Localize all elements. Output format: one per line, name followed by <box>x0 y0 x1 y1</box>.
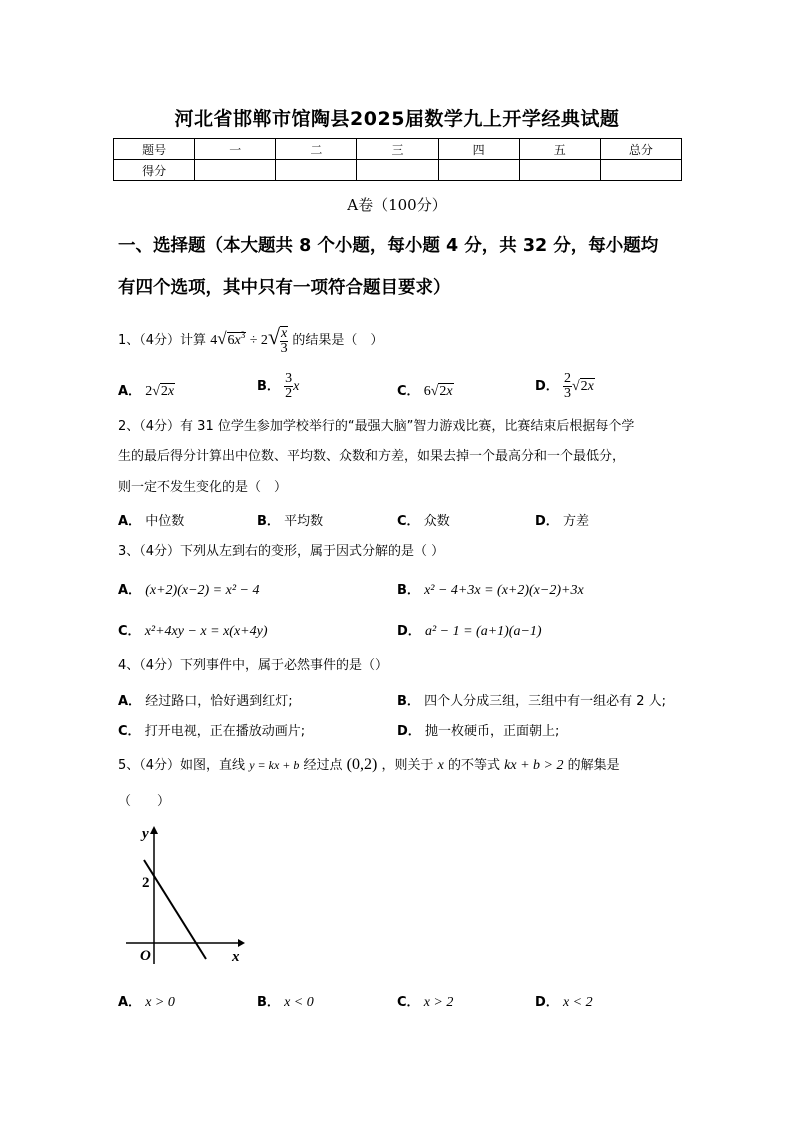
question-1-prefix: 1、（4分）计算 <box>118 333 207 349</box>
q5-option-a[interactable]: A． x > 0 <box>118 995 175 1010</box>
score-cell[interactable] <box>600 160 681 181</box>
score-cell[interactable] <box>195 160 276 181</box>
q1-option-c[interactable]: C． 6√2x <box>397 384 453 399</box>
q4-option-a[interactable]: A． 经过路口，恰好遇到红灯; <box>118 694 293 709</box>
q3-option-c[interactable]: C． x²+4xy − x = x(x+4y) <box>118 624 268 639</box>
q2-option-b[interactable]: B． 平均数 <box>257 514 324 529</box>
score-cell[interactable] <box>357 160 438 181</box>
section-heading-line2: 有四个选项，其中只有一项符合题目要求） <box>118 278 451 298</box>
header-cell: 四 <box>438 139 519 160</box>
q2-option-d[interactable]: D． 方差 <box>535 514 589 529</box>
header-cell: 二 <box>276 139 357 160</box>
q3-option-b[interactable]: B． x² − 4+3x = (x+2)(x−2)+3x <box>397 583 584 598</box>
section-heading-line1: 一、选择题（本大题共 8 个小题，每小题 4 分，共 32 分，每小题均 <box>118 236 659 256</box>
question-3-stem: 3、（4分）下列从左到右的变形，属于因式分解的是（ ） <box>118 544 445 559</box>
row-label: 得分 <box>114 160 195 181</box>
y-axis-label: y <box>142 826 149 842</box>
x-axis-arrow-icon <box>238 939 245 947</box>
header-cell: 总分 <box>600 139 681 160</box>
score-cell[interactable] <box>438 160 519 181</box>
q5-option-c[interactable]: C． x > 2 <box>397 995 454 1010</box>
origin-label: O <box>140 948 151 964</box>
score-table-score-row <box>114 160 682 181</box>
q2-option-c[interactable]: C． 众数 <box>397 514 450 529</box>
question-1 <box>118 326 383 356</box>
q4-option-b[interactable]: B． 四个人分成三组，三组中有一组必有 2 人; <box>397 694 666 709</box>
q1-option-b[interactable]: B． $\frac{3}{2}$ x <box>257 371 300 401</box>
x-axis-label: x <box>232 949 240 965</box>
header-cell: 三 <box>357 139 438 160</box>
q2-option-a[interactable]: A． 中位数 <box>118 514 185 529</box>
question-1-suffix: 的结果是（ ） <box>292 333 384 349</box>
question-1-expression: $4√6x^3 \div 2√$ $\frac{x}{3}$ <box>210 324 288 356</box>
q4-option-d[interactable]: D． 抛一枚硬币，正面朝上; <box>397 724 560 739</box>
q4-option-c[interactable]: C． 打开电视，正在播放动画片; <box>118 724 306 739</box>
y-intercept-label: 2 <box>142 875 150 891</box>
q3-option-d[interactable]: D． a² − 1 = (a+1)(a−1) <box>397 624 542 639</box>
question-2-line1: 2、（4分）有 31 位学生参加学校举行的“最强大脑”智力游戏比赛，比赛结束后根据每个学 <box>118 419 635 434</box>
question-2-line3: 则一定不发生变化的是（ ） <box>118 480 288 495</box>
y-axis-arrow-icon <box>150 826 158 834</box>
q1-option-d[interactable]: D． $\frac{2}{3}$ √2x <box>535 371 594 401</box>
q3-option-a[interactable]: A． (x+2)(x−2) = x² − 4 <box>118 583 260 598</box>
volume-heading: A卷（100分） <box>347 196 447 214</box>
header-cell: 一 <box>195 139 276 160</box>
exam-title: 河北省邯郸市馆陶县2025届数学九上开学经典试题 <box>174 108 620 130</box>
q1-option-a[interactable]: A． 2√2x <box>118 384 175 399</box>
question-4-stem: 4、（4分）下列事件中，属于必然事件的是（） <box>118 658 389 673</box>
q5-option-b[interactable]: B． x < 0 <box>257 995 314 1010</box>
question-5-stem: 5、（4分）如图，直线 y = kx + b 经过点 (0,2) ，则关于 x 的不等式 kx + b > 2 的解集是 <box>118 756 620 773</box>
header-cell: 题号 <box>114 139 195 160</box>
header-cell: 五 <box>519 139 600 160</box>
score-table <box>113 138 682 181</box>
score-table-header-row <box>114 139 682 160</box>
q5-option-d[interactable]: D． x < 2 <box>535 995 593 1010</box>
score-cell[interactable] <box>276 160 357 181</box>
question-2-line2: 生的最后得分计算出中位数、平均数、众数和方差，如果去掉一个最高分和一个最低分， <box>118 449 626 464</box>
question-5-paren: （ ） <box>118 794 171 809</box>
q5-graph <box>118 818 248 968</box>
score-cell[interactable] <box>519 160 600 181</box>
